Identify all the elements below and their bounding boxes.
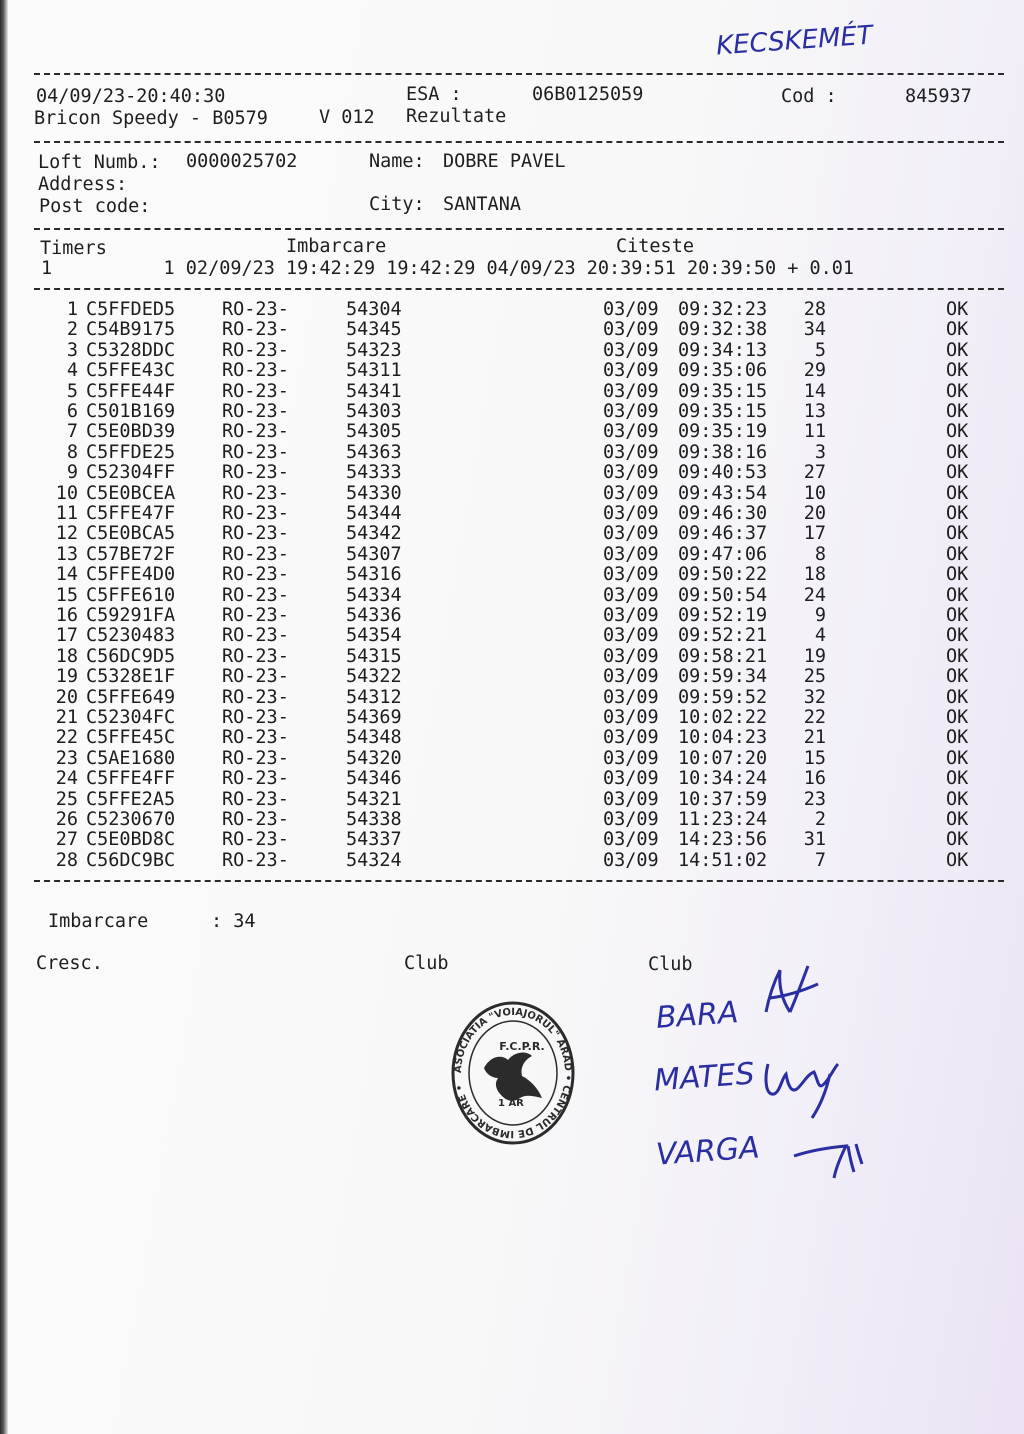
row-number: 12 xyxy=(55,523,78,545)
arrival-time: 09:50:22 xyxy=(678,564,768,586)
ring-number: 54303 xyxy=(346,401,402,422)
separator xyxy=(34,73,1004,75)
ring-prefix: RO-23- xyxy=(222,727,289,749)
ring-number: 54369 xyxy=(346,707,402,728)
firmware-version: V 012 xyxy=(319,107,375,128)
imbarcare-total-label: Imbarcare xyxy=(48,911,149,932)
basket-position: 15 xyxy=(803,747,826,769)
basket-position: 9 xyxy=(814,605,826,626)
signature-scribble-1 xyxy=(756,962,826,1032)
arrival-time: 09:35:06 xyxy=(678,360,768,382)
table-row xyxy=(0,362,1024,382)
ring-prefix: RO-23- xyxy=(222,360,289,382)
row-number: 21 xyxy=(55,707,78,728)
basket-position: 3 xyxy=(814,441,826,463)
ring-number: 54322 xyxy=(346,666,402,688)
ring-prefix: RO-23- xyxy=(222,503,289,524)
table-row xyxy=(0,770,1024,790)
arrival-date: 03/09 xyxy=(603,829,659,851)
ring-number: 54363 xyxy=(346,441,402,463)
ring-prefix: RO-23- xyxy=(222,788,289,810)
ring-number: 54345 xyxy=(346,319,402,341)
basket-position: 7 xyxy=(814,849,826,871)
ring-prefix: RO-23- xyxy=(222,849,289,871)
arrival-date: 03/09 xyxy=(603,605,659,626)
arrival-time: 11:23:24 xyxy=(678,809,768,830)
chip-id: C5230483 xyxy=(86,625,176,647)
basket-position: 13 xyxy=(803,401,826,422)
status-ok: OK xyxy=(946,462,969,484)
status-ok: OK xyxy=(946,686,969,708)
row-number: 24 xyxy=(55,768,78,790)
basket-position: 14 xyxy=(803,380,826,402)
esa-label: ESA : xyxy=(406,84,462,105)
arrival-time: 09:32:23 xyxy=(678,299,768,320)
row-number: 13 xyxy=(55,543,78,565)
cod-value: 845937 xyxy=(905,86,972,107)
esa-value: 06B0125059 xyxy=(532,84,644,105)
chip-id: C5E0BCA5 xyxy=(86,523,176,545)
arrival-time: 09:47:06 xyxy=(678,543,768,565)
arrival-date: 03/09 xyxy=(603,299,659,320)
ring-number: 54316 xyxy=(346,564,402,586)
loft-number-label: Loft Numb.: xyxy=(38,152,161,173)
arrival-time: 09:34:13 xyxy=(678,339,768,361)
stamp-federation: F.C.P.R. xyxy=(499,1040,545,1053)
chip-id: C5FFE45C xyxy=(86,727,176,749)
basket-position: 19 xyxy=(803,645,826,667)
signature-name-1: BARA xyxy=(654,995,740,1036)
row-number: 17 xyxy=(55,625,78,647)
handwritten-location-note: KECSKEMÉT xyxy=(715,20,874,62)
ring-prefix: RO-23- xyxy=(222,523,289,545)
ring-number: 54341 xyxy=(346,380,402,402)
basket-position: 22 xyxy=(803,707,826,728)
ring-number: 54342 xyxy=(346,523,402,545)
status-ok: OK xyxy=(946,768,969,790)
status-ok: OK xyxy=(946,747,969,769)
ring-number: 54348 xyxy=(346,727,402,749)
chip-id: C5FFE4FF xyxy=(86,768,176,790)
row-number: 16 xyxy=(55,605,78,626)
row-number: 8 xyxy=(66,441,78,463)
arrival-date: 03/09 xyxy=(603,747,659,769)
status-ok: OK xyxy=(946,421,969,443)
chip-id: C56DC9BC xyxy=(86,849,176,871)
status-ok: OK xyxy=(946,625,969,647)
row-number: 27 xyxy=(55,829,78,851)
row-number: 10 xyxy=(55,482,78,504)
row-number: 23 xyxy=(55,747,78,769)
ring-prefix: RO-23- xyxy=(222,482,289,504)
signature-scribble-2 xyxy=(760,1034,844,1120)
ring-prefix: RO-23- xyxy=(222,829,289,851)
basket-position: 8 xyxy=(814,543,826,565)
arrival-date: 03/09 xyxy=(603,380,659,402)
arrival-time: 09:35:15 xyxy=(678,380,768,402)
ring-prefix: RO-23- xyxy=(222,441,289,463)
arrival-time: 09:32:38 xyxy=(678,319,768,341)
imbarcare-header: Imbarcare xyxy=(286,236,387,257)
chip-id: C5FFE43C xyxy=(86,360,176,382)
ring-number: 54346 xyxy=(346,768,402,790)
table-row xyxy=(0,627,1024,647)
status-ok: OK xyxy=(946,380,969,402)
ring-number: 54354 xyxy=(346,625,402,647)
fancier-name-value: DOBRE PAVEL xyxy=(443,151,566,172)
device-name: Bricon Speedy - B0579 xyxy=(34,108,268,129)
basket-position: 31 xyxy=(803,829,826,851)
arrival-time: 09:46:37 xyxy=(678,523,768,545)
arrival-time: 10:02:22 xyxy=(678,707,768,728)
table-row xyxy=(0,788,1024,811)
arrival-time: 09:43:54 xyxy=(678,482,768,504)
ring-number: 54315 xyxy=(346,645,402,667)
address-label: Address: xyxy=(38,174,128,195)
ring-prefix: RO-23- xyxy=(222,707,289,728)
basket-position: 23 xyxy=(803,788,826,810)
arrival-time: 09:52:21 xyxy=(678,625,768,647)
ring-number: 54304 xyxy=(346,299,402,320)
chip-id: C5328DDC xyxy=(86,339,176,361)
city-label: City: xyxy=(369,194,425,215)
table-row xyxy=(0,849,1024,872)
row-number: 28 xyxy=(55,849,78,871)
chip-id: C5FFE610 xyxy=(86,584,176,606)
arrival-time: 10:34:24 xyxy=(678,768,768,790)
chip-id: C5FFE649 xyxy=(86,686,176,708)
ring-prefix: RO-23- xyxy=(222,299,289,320)
status-ok: OK xyxy=(946,543,969,565)
club-stamp xyxy=(450,998,576,1148)
timer-row: 1 1 02/09/23 19:42:29 19:42:29 04/09/23 20:39:51 20:39:50 + 0.01 xyxy=(41,258,855,279)
status-ok: OK xyxy=(946,523,969,545)
arrival-date: 03/09 xyxy=(603,809,659,830)
table-row xyxy=(0,645,1024,668)
status-ok: OK xyxy=(946,299,969,320)
arrival-time: 09:35:15 xyxy=(678,401,768,422)
club-label-1: Club xyxy=(404,953,449,974)
arrival-time: 09:59:34 xyxy=(678,666,768,688)
city-value: SANTANA xyxy=(443,194,521,215)
ring-prefix: RO-23- xyxy=(222,543,289,565)
row-number: 3 xyxy=(66,339,78,361)
separator xyxy=(34,880,1004,882)
status-ok: OK xyxy=(946,849,969,871)
ring-prefix: RO-23- xyxy=(222,584,289,606)
row-number: 6 xyxy=(66,401,78,422)
arrival-time: 09:46:30 xyxy=(678,503,768,524)
status-ok: OK xyxy=(946,441,969,463)
ring-prefix: RO-23- xyxy=(222,401,289,422)
arrival-date: 03/09 xyxy=(603,441,659,463)
row-number: 11 xyxy=(55,503,78,524)
row-number: 9 xyxy=(66,462,78,484)
basket-position: 11 xyxy=(803,421,826,443)
chip-id: C5FFE2A5 xyxy=(86,788,176,810)
arrival-time: 09:35:19 xyxy=(678,421,768,443)
row-number: 18 xyxy=(55,645,78,667)
table-row xyxy=(0,464,1024,484)
printout-datetime: 04/09/23-20:40:30 xyxy=(36,86,226,107)
row-number: 5 xyxy=(66,380,78,402)
chip-id: C54B9175 xyxy=(86,319,176,341)
table-row xyxy=(0,811,1024,831)
status-ok: OK xyxy=(946,707,969,728)
status-ok: OK xyxy=(946,605,969,626)
ring-prefix: RO-23- xyxy=(222,686,289,708)
basket-position: 10 xyxy=(803,482,826,504)
basket-position: 16 xyxy=(803,768,826,790)
arrival-date: 03/09 xyxy=(603,727,659,749)
arrival-date: 03/09 xyxy=(603,543,659,565)
arrival-date: 03/09 xyxy=(603,523,659,545)
ring-number: 54324 xyxy=(346,849,402,871)
ring-prefix: RO-23- xyxy=(222,747,289,769)
ring-prefix: RO-23- xyxy=(222,380,289,402)
status-ok: OK xyxy=(946,360,969,382)
arrival-time: 14:23:56 xyxy=(678,829,768,851)
ring-number: 54330 xyxy=(346,482,402,504)
status-ok: OK xyxy=(946,401,969,422)
ring-prefix: RO-23- xyxy=(222,339,289,361)
ring-prefix: RO-23- xyxy=(222,319,289,341)
row-number: 1 xyxy=(66,299,78,320)
table-row xyxy=(0,403,1024,423)
ring-number: 54344 xyxy=(346,503,402,524)
ring-prefix: RO-23- xyxy=(222,645,289,667)
signature-name-3: VARGA xyxy=(654,1130,761,1173)
ring-prefix: RO-23- xyxy=(222,768,289,790)
ring-prefix: RO-23- xyxy=(222,605,289,626)
chip-id: C57BE72F xyxy=(86,543,176,565)
arrival-date: 03/09 xyxy=(603,339,659,361)
arrival-date: 03/09 xyxy=(603,564,659,586)
row-number: 26 xyxy=(55,809,78,830)
pigeon-icon xyxy=(484,1053,542,1101)
table-row xyxy=(0,423,1024,443)
status-ok: OK xyxy=(946,584,969,606)
basket-position: 18 xyxy=(803,564,826,586)
status-ok: OK xyxy=(946,319,969,341)
ring-prefix: RO-23- xyxy=(222,809,289,830)
ring-number: 54307 xyxy=(346,543,402,565)
status-ok: OK xyxy=(946,482,969,504)
status-ok: OK xyxy=(946,503,969,524)
basket-position: 28 xyxy=(803,299,826,320)
arrival-time: 09:50:54 xyxy=(678,584,768,606)
ring-prefix: RO-23- xyxy=(222,625,289,647)
table-row xyxy=(0,505,1024,525)
arrival-date: 03/09 xyxy=(603,645,659,667)
basket-position: 24 xyxy=(803,584,826,606)
row-number: 4 xyxy=(66,360,78,382)
chip-id: C5FFE4D0 xyxy=(86,564,176,586)
arrival-time: 09:38:16 xyxy=(678,441,768,463)
ring-number: 54305 xyxy=(346,421,402,443)
loft-number-value: 0000025702 xyxy=(186,151,298,172)
imbarcare-total-value: : 34 xyxy=(211,911,256,932)
chip-id: C59291FA xyxy=(86,605,176,626)
arrival-date: 03/09 xyxy=(603,421,659,443)
table-row xyxy=(0,301,1024,321)
ring-number: 54320 xyxy=(346,747,402,769)
table-row xyxy=(0,321,1024,341)
status-ok: OK xyxy=(946,727,969,749)
chip-id: C56DC9D5 xyxy=(86,645,176,667)
citeste-header: Citeste xyxy=(616,236,694,257)
basket-position: 5 xyxy=(814,339,826,361)
table-row xyxy=(0,747,1024,770)
basket-position: 32 xyxy=(803,686,826,708)
arrival-date: 03/09 xyxy=(603,360,659,382)
ring-prefix: RO-23- xyxy=(222,421,289,443)
separator xyxy=(34,288,1004,290)
club-label-2: Club xyxy=(648,954,693,975)
chip-id: C5FFDE25 xyxy=(86,441,176,463)
ring-number: 54338 xyxy=(346,809,402,830)
arrival-date: 03/09 xyxy=(603,584,659,606)
row-number: 14 xyxy=(55,564,78,586)
ring-number: 54321 xyxy=(346,788,402,810)
arrival-date: 03/09 xyxy=(603,849,659,871)
basket-position: 34 xyxy=(803,319,826,341)
signature-name-2: MATES xyxy=(652,1056,756,1099)
basket-position: 20 xyxy=(803,503,826,524)
ring-number: 54311 xyxy=(346,360,402,382)
arrival-time: 10:37:59 xyxy=(678,788,768,810)
arrival-date: 03/09 xyxy=(603,666,659,688)
table-row xyxy=(0,339,1024,362)
arrival-date: 03/09 xyxy=(603,707,659,728)
row-number: 2 xyxy=(66,319,78,341)
chip-id: C5E0BCEA xyxy=(86,482,176,504)
timers-label: Timers xyxy=(40,238,107,259)
arrival-time: 09:52:19 xyxy=(678,605,768,626)
table-row xyxy=(0,380,1024,403)
arrival-date: 03/09 xyxy=(603,462,659,484)
table-row xyxy=(0,543,1024,566)
chip-id: C5230670 xyxy=(86,809,176,830)
table-row xyxy=(0,686,1024,709)
arrival-date: 03/09 xyxy=(603,319,659,341)
chip-id: C501B169 xyxy=(86,401,176,422)
basket-position: 21 xyxy=(803,727,826,749)
status-ok: OK xyxy=(946,564,969,586)
arrival-time: 14:51:02 xyxy=(678,849,768,871)
ring-prefix: RO-23- xyxy=(222,462,289,484)
basket-position: 2 xyxy=(814,809,826,830)
status-ok: OK xyxy=(946,788,969,810)
ring-number: 54323 xyxy=(346,339,402,361)
separator xyxy=(34,228,1004,230)
table-row xyxy=(0,584,1024,607)
status-ok: OK xyxy=(946,809,969,830)
ring-number: 54337 xyxy=(346,829,402,851)
fancier-name-label: Name: xyxy=(369,151,425,172)
basket-position: 29 xyxy=(803,360,826,382)
row-number: 19 xyxy=(55,666,78,688)
arrival-date: 03/09 xyxy=(603,788,659,810)
table-row xyxy=(0,525,1024,545)
ring-number: 54312 xyxy=(346,686,402,708)
arrival-time: 10:04:23 xyxy=(678,727,768,749)
basket-position: 25 xyxy=(803,666,826,688)
ring-number: 54333 xyxy=(346,462,402,484)
chip-id: C52304FF xyxy=(86,462,176,484)
chip-id: C5E0BD39 xyxy=(86,421,176,443)
stamp-ring-text: ASOCIATIA "VOIAJORUL" ARAD • CENTRUL DE IMBARCARE • xyxy=(452,1006,574,1140)
table-row xyxy=(0,831,1024,851)
ring-prefix: RO-23- xyxy=(222,564,289,586)
arrival-time: 09:40:53 xyxy=(678,462,768,484)
arrival-date: 03/09 xyxy=(603,401,659,422)
chip-id: C5E0BD8C xyxy=(86,829,176,851)
table-row xyxy=(0,709,1024,729)
row-number: 20 xyxy=(55,686,78,708)
cod-label: Cod : xyxy=(781,86,837,107)
row-number: 15 xyxy=(55,584,78,606)
chip-id: C5FFE44F xyxy=(86,380,176,402)
row-number: 22 xyxy=(55,727,78,749)
table-row xyxy=(0,441,1024,464)
row-number: 25 xyxy=(55,788,78,810)
arrival-date: 03/09 xyxy=(603,482,659,504)
basket-position: 27 xyxy=(803,462,826,484)
status-ok: OK xyxy=(946,339,969,361)
arrival-date: 03/09 xyxy=(603,686,659,708)
separator xyxy=(34,141,1004,143)
basket-position: 17 xyxy=(803,523,826,545)
arrival-date: 03/09 xyxy=(603,768,659,790)
basket-position: 4 xyxy=(814,625,826,647)
status-ok: OK xyxy=(946,645,969,667)
signature-scribble-3 xyxy=(790,1136,870,1182)
ring-number: 54336 xyxy=(346,605,402,626)
stamp-unit: 1 AR xyxy=(498,1098,524,1109)
ring-prefix: RO-23- xyxy=(222,666,289,688)
status-ok: OK xyxy=(946,666,969,688)
arrival-date: 03/09 xyxy=(603,625,659,647)
chip-id: C5328E1F xyxy=(86,666,176,688)
row-number: 7 xyxy=(66,421,78,443)
table-row xyxy=(0,607,1024,627)
arrival-time: 09:59:52 xyxy=(678,686,768,708)
table-row xyxy=(0,566,1024,586)
chip-id: C5AE1680 xyxy=(86,747,176,769)
table-row xyxy=(0,729,1024,749)
status-ok: OK xyxy=(946,829,969,851)
arrival-time: 10:07:20 xyxy=(678,747,768,769)
arrival-time: 09:58:21 xyxy=(678,645,768,667)
table-row xyxy=(0,482,1024,505)
postcode-label: Post code: xyxy=(39,196,151,217)
ring-number: 54334 xyxy=(346,584,402,606)
chip-id: C52304FC xyxy=(86,707,176,728)
table-row xyxy=(0,668,1024,688)
document-title: Rezultate xyxy=(406,106,507,127)
cresc-label: Cresc. xyxy=(36,953,103,974)
chip-id: C5FFE47F xyxy=(86,503,176,524)
chip-id: C5FFDED5 xyxy=(86,299,176,320)
arrival-date: 03/09 xyxy=(603,503,659,524)
